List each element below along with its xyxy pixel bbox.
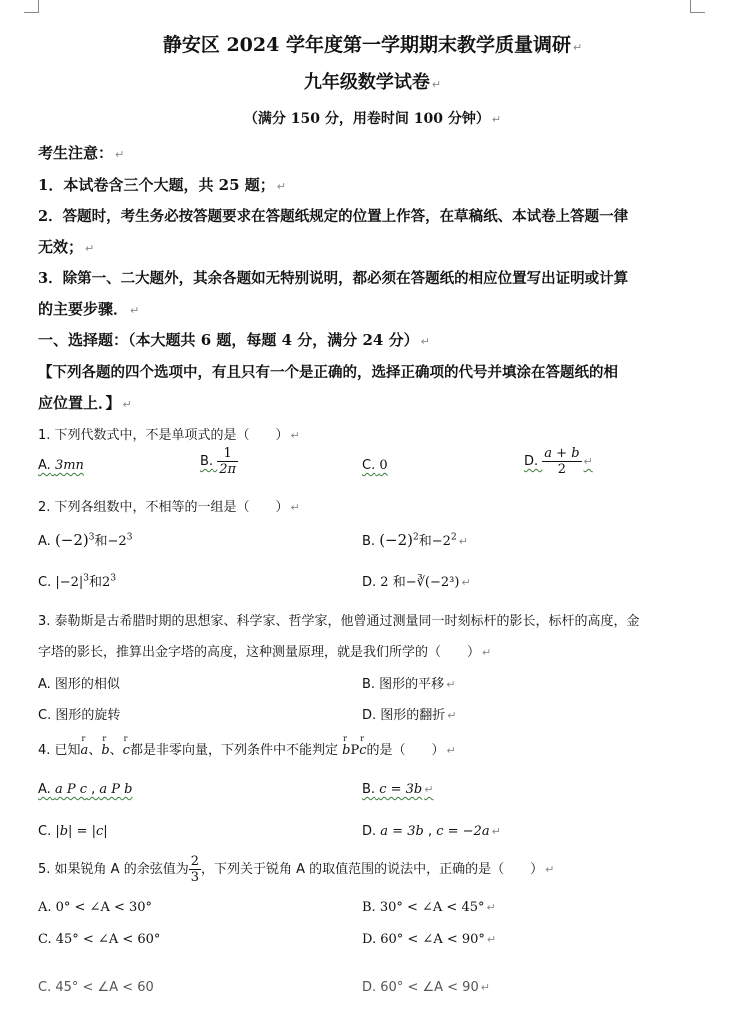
q5-option-a: A. 0° < ∠A < 30° bbox=[38, 900, 153, 915]
vector-c-stem: r c bbox=[359, 734, 367, 758]
exam-subtitle: 九年级数学试卷 ↵ bbox=[303, 72, 442, 93]
q5-fraction: $\frac{2}{3}$ bbox=[190, 854, 199, 885]
vector-b: r b bbox=[101, 734, 110, 758]
vector-c: r c bbox=[122, 734, 130, 758]
q3-option-d: D. 图形的翻折 ↵ bbox=[362, 708, 457, 723]
crop-mark-top-left bbox=[24, 0, 39, 13]
section-1-instruction-line-2: 应位置上．】 ↵ bbox=[38, 394, 132, 412]
exam-title: 静安区 2024 学年度第一学期期末教学质量调研 ↵ bbox=[162, 34, 583, 56]
q3-option-c: C. 图形的旋转 bbox=[38, 708, 121, 723]
q2-option-d: D. 2 和−∛(−2³) ↵ bbox=[362, 575, 471, 590]
notice-item-3-line-2: 的主要步骤． ↵ bbox=[38, 300, 140, 318]
notice-item-2-line-1: 2．答题时，考生务必按答题要求在答题纸规定的位置上作答，在草稿纸、本试卷上答题一律 bbox=[38, 208, 629, 225]
q3-stem-line-1: 3. 泰勒斯是古希腊时期的思想家、科学家、哲学家，他曾通过测量同一时刻标杆的影长，标杆的高度，金 bbox=[38, 614, 640, 629]
q4-option-c: C. |b| = |c| bbox=[38, 824, 108, 839]
q4-option-a: A. a P c , a P b bbox=[38, 782, 133, 797]
q1-stem: 1. 下列代数式中，不是单项式的是（ ） ↵ bbox=[38, 428, 300, 443]
notice-item-1: 1．本试卷含三个大题，共 25 题； ↵ bbox=[38, 176, 286, 194]
q3-stem-line-2: 字塔的影长，推算出金字塔的高度，这种测量原理，就是我们所学的（ ） ↵ bbox=[38, 645, 492, 660]
q4-stem: 4. 已知 r a、 r b、 r c都是非零向量，下列条件中不能判定 r bP r c的是（ ） ↵ bbox=[38, 734, 456, 758]
q1-option-d: D. $\frac{a + b}{2}$ ↵ bbox=[524, 446, 593, 477]
vector-a: r a bbox=[80, 734, 89, 758]
notice-item-2-line-2: 无效； ↵ bbox=[38, 238, 95, 256]
section-1-instruction-line-1: 【下列各题的四个选项中，有且只有一个是正确的，选择正确项的代号并填涂在答题纸的相 bbox=[38, 364, 618, 381]
q2-stem: 2. 下列各组数中，不相等的一组是（ ） ↵ bbox=[38, 500, 300, 515]
q1-option-d-fraction: $\frac{a + b}{2}$ bbox=[544, 446, 580, 477]
q3-option-b: B. 图形的平移 ↵ bbox=[362, 677, 456, 692]
crop-mark-top-right bbox=[690, 0, 705, 13]
q4-option-b: B. c = 3b ↵ bbox=[362, 782, 434, 797]
q1-option-a: A. 3mn bbox=[38, 458, 84, 473]
notice-heading: 考生注意： ↵ bbox=[38, 144, 125, 162]
vector-b-stem: r b bbox=[342, 734, 351, 758]
score-note: （满分 150 分，用卷时间 100 分钟） ↵ bbox=[243, 111, 502, 127]
q5-option-d: D. 60° < ∠A < 90° ↵ bbox=[362, 932, 497, 947]
q2-option-a: A. $(-2)^3$和$-2^3$ bbox=[38, 531, 133, 549]
footer-overlap-right: D. 60° < ∠A < 90 ↵ bbox=[362, 980, 490, 995]
q1-option-b: B. $\frac{1}{2\pi}$ bbox=[200, 446, 237, 477]
q4-option-d: D. a = 3b , c = −2a ↵ bbox=[362, 824, 501, 839]
q2-option-c: C. $|-2|^3$和$2^3$ bbox=[38, 573, 117, 590]
q2-option-b: B. $(-2)^2$和$-2^2$ ↵ bbox=[362, 531, 468, 549]
footer-overlap-left: C. 45° < ∠A < 60 bbox=[38, 980, 154, 995]
q5-stem: 5. 如果锐角 A 的余弦值为 $\frac{2}{3}$ ，下列关于锐角 A 的取值范围的说法中，正确的是（ ） ↵ bbox=[38, 854, 555, 885]
q3-option-a: A. 图形的相似 bbox=[38, 677, 120, 692]
notice-item-3-line-1: 3．除第一、二大题外，其余各题如无特别说明，都必须在答题纸的相应位置写出证明或计算 bbox=[38, 270, 629, 287]
q5-option-b: B. 30° < ∠A < 45° ↵ bbox=[362, 900, 496, 915]
q1-option-c: C. 0 bbox=[362, 458, 388, 473]
section-1-heading: 一、选择题：（本大题共 6 题，每题 4 分，满分 24 分） ↵ bbox=[38, 331, 430, 349]
q5-option-c: C. 45° < ∠A < 60° bbox=[38, 932, 161, 947]
q1-option-b-fraction: $\frac{1}{2\pi}$ bbox=[219, 446, 237, 477]
